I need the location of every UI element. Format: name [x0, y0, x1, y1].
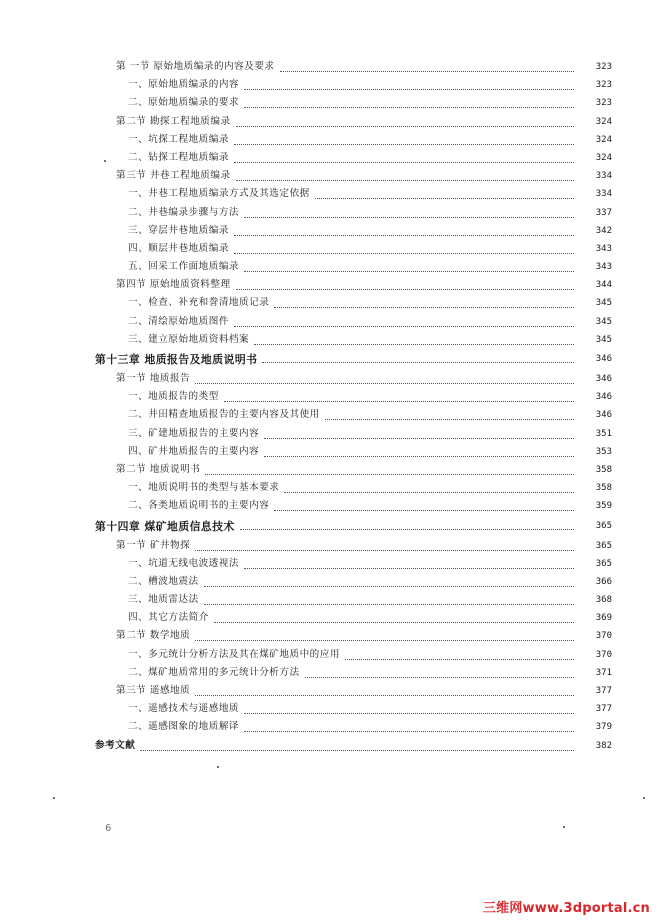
toc-entry-page: 369 — [595, 613, 612, 624]
toc-entry-title: 四、顺层井巷地质编录 — [128, 240, 232, 258]
toc-entry-page: 365 — [595, 558, 612, 569]
dot-leader — [305, 659, 574, 678]
toc-entry-title: 二、各类地质说明书的主要内容 — [128, 497, 272, 515]
toc-entry-page: 358 — [595, 464, 612, 475]
dot-leader — [236, 162, 574, 181]
toc-entry-page: 370 — [595, 631, 612, 642]
toc-entry-page: 365 — [595, 540, 612, 551]
dot-leader — [262, 344, 574, 363]
toc-entry-title: 四、其它方法简介 — [128, 609, 212, 627]
toc-entry-title: 一、坑道无线电波透视法 — [128, 555, 242, 573]
dot-leader — [315, 180, 574, 199]
toc-entry-page: 353 — [595, 446, 612, 457]
scan-speck — [104, 160, 106, 162]
toc-entry-page: 324 — [595, 152, 612, 163]
toc-entry-title: 一、坑探工程地质编录 — [128, 131, 232, 149]
toc-entry-page: 334 — [595, 189, 612, 200]
dot-leader — [195, 365, 574, 384]
toc-entry-page: 358 — [595, 483, 612, 494]
toc-entry-page: 337 — [595, 207, 612, 218]
dot-leader — [234, 217, 574, 236]
scan-speck — [643, 797, 645, 799]
dot-leader — [244, 550, 574, 569]
toc-entry-page: 377 — [595, 686, 612, 696]
toc-entry-page: 370 — [595, 649, 612, 660]
toc-entry-page: 371 — [595, 667, 612, 678]
dot-leader — [264, 438, 574, 457]
toc-entry-title: 二、遥感图象的地质解译 — [128, 718, 242, 736]
toc-entry-title: 第二节 数学地质 — [116, 627, 193, 645]
toc-entry-title: 一、井巷工程地质编录方式及其选定依据 — [128, 185, 313, 203]
dot-leader — [240, 511, 574, 530]
toc-entry-title: 二、清绘原始地质图件 — [128, 313, 232, 331]
toc-entry-page: 379 — [595, 722, 612, 733]
scan-speck — [563, 826, 565, 828]
toc-entry-title: 四、矿井地质报告的主要内容 — [128, 443, 262, 461]
dot-leader — [244, 695, 574, 714]
dot-leader — [325, 401, 574, 420]
dot-leader — [345, 641, 574, 660]
dot-leader — [224, 383, 574, 402]
toc-entry-page: 346 — [595, 410, 612, 421]
toc-entry-title: 参考文献 — [95, 737, 138, 755]
toc-entry-title: 第四节 原始地质资料整理 — [116, 276, 234, 294]
toc-entry-page: 323 — [595, 80, 612, 91]
toc-entry-page: 382 — [595, 740, 612, 751]
dot-leader — [204, 586, 574, 605]
toc-entry-title: 五、回采工作面地质编录 — [128, 258, 242, 276]
dot-leader — [254, 326, 574, 345]
dot-leader — [204, 568, 574, 587]
toc-entry-title: 二、井田精查地质报告的主要内容及其使用 — [128, 406, 323, 424]
toc-entry-title: 二、井巷编录步骤与方法 — [128, 204, 242, 222]
toc-entry-title: 一、地质报告的类型 — [128, 388, 222, 406]
toc-entry-title: 第十三章 地质报告及地质说明书 — [95, 349, 260, 370]
toc-entry-refs — [0, 737, 666, 755]
dot-leader — [195, 677, 574, 696]
dot-leader — [234, 126, 574, 145]
toc-entry-title: 第一节 矿井物探 — [116, 537, 193, 555]
toc-entry-page: 323 — [595, 62, 612, 72]
dot-leader — [236, 271, 574, 290]
toc-entry-page: 343 — [595, 243, 612, 254]
dot-leader — [244, 71, 574, 90]
toc-entry-page: 342 — [595, 225, 612, 236]
dot-leader — [214, 604, 574, 623]
table-of-contents — [0, 58, 666, 755]
dot-leader — [274, 492, 574, 511]
toc-entry-page: 324 — [595, 134, 612, 145]
dot-leader — [195, 622, 574, 641]
toc-entry-title: 第三节 遥感地质 — [116, 682, 193, 700]
toc-entry-page: 365 — [595, 520, 612, 531]
toc-entry-page: 359 — [595, 501, 612, 512]
toc-entry-title: 第一节 地质报告 — [116, 370, 193, 388]
dot-leader — [264, 420, 574, 439]
toc-entry-page: 345 — [595, 334, 612, 345]
dot-leader — [280, 53, 574, 72]
toc-entry-page: 351 — [595, 428, 612, 439]
page-number: 6 — [105, 823, 112, 834]
toc-entry-title: 三、建立原始地质资料档案 — [128, 331, 252, 349]
dot-leader — [284, 474, 574, 493]
toc-entry-page: 345 — [595, 316, 612, 327]
dot-leader — [236, 108, 574, 127]
toc-entry-page: 323 — [595, 98, 612, 109]
toc-entry-page: 324 — [595, 116, 612, 127]
dot-leader — [195, 532, 574, 551]
dot-leader — [244, 713, 574, 732]
toc-entry-page: 345 — [595, 298, 612, 309]
toc-entry-page: 346 — [595, 392, 612, 403]
toc-entry-title: 第二节 勘探工程地质编录 — [116, 113, 234, 131]
dot-leader — [274, 289, 574, 308]
toc-entry-title: 第十四章 煤矿地质信息技术 — [95, 516, 238, 537]
toc-entry-page: 366 — [595, 576, 612, 587]
scan-speck — [217, 766, 219, 768]
toc-entry-title: 一、原始地质编录的内容 — [128, 76, 242, 94]
toc-entry-page: 377 — [595, 704, 612, 715]
toc-entry-title: 二、钻探工程地质编录 — [128, 149, 232, 167]
toc-entry-title: 第二节 地质说明书 — [116, 461, 203, 479]
scan-speck — [53, 797, 55, 799]
toc-entry-page: 346 — [595, 374, 612, 384]
toc-entry-page: 346 — [595, 354, 612, 364]
dot-leader — [244, 253, 574, 272]
toc-entry-title: 三、地质雷达法 — [128, 591, 202, 609]
toc-entry-title: 第三节 井巷工程地质编录 — [116, 167, 234, 185]
toc-entry-title: 一、检查、补充和誊清地质记录 — [128, 294, 272, 312]
toc-entry-title: 三、矿建地质报告的主要内容 — [128, 425, 262, 443]
watermark: 三维网www.3dportal.cn — [482, 901, 650, 916]
dot-leader — [244, 199, 574, 218]
toc-entry-title: 二、槽波地震法 — [128, 573, 202, 591]
dot-leader — [234, 144, 574, 163]
toc-entry-title: 三、穿层井巷地质编录 — [128, 222, 232, 240]
dot-leader — [234, 308, 574, 327]
dot-leader — [140, 732, 574, 751]
dot-leader — [234, 235, 574, 254]
toc-entry-page: 368 — [595, 595, 612, 606]
dot-leader — [205, 456, 574, 475]
toc-entry-title: 第 一节 原始地质编录的内容及要求 — [116, 58, 278, 76]
toc-entry-page: 334 — [595, 171, 612, 182]
toc-entry-title: 二、原始地质编录的要求 — [128, 94, 242, 112]
toc-entry-title: 一、遥感技术与遥感地质 — [128, 700, 242, 718]
toc-entry-page: 344 — [595, 280, 612, 291]
toc-entry-title: 一、地质说明书的类型与基本要求 — [128, 479, 282, 497]
dot-leader — [244, 89, 574, 108]
toc-entry-title: 二、煤矿地质常用的多元统计分析方法 — [128, 664, 303, 682]
toc-entry-title: 一、多元统计分析方法及其在煤矿地质中的应用 — [128, 646, 343, 664]
toc-entry-page: 343 — [595, 262, 612, 273]
